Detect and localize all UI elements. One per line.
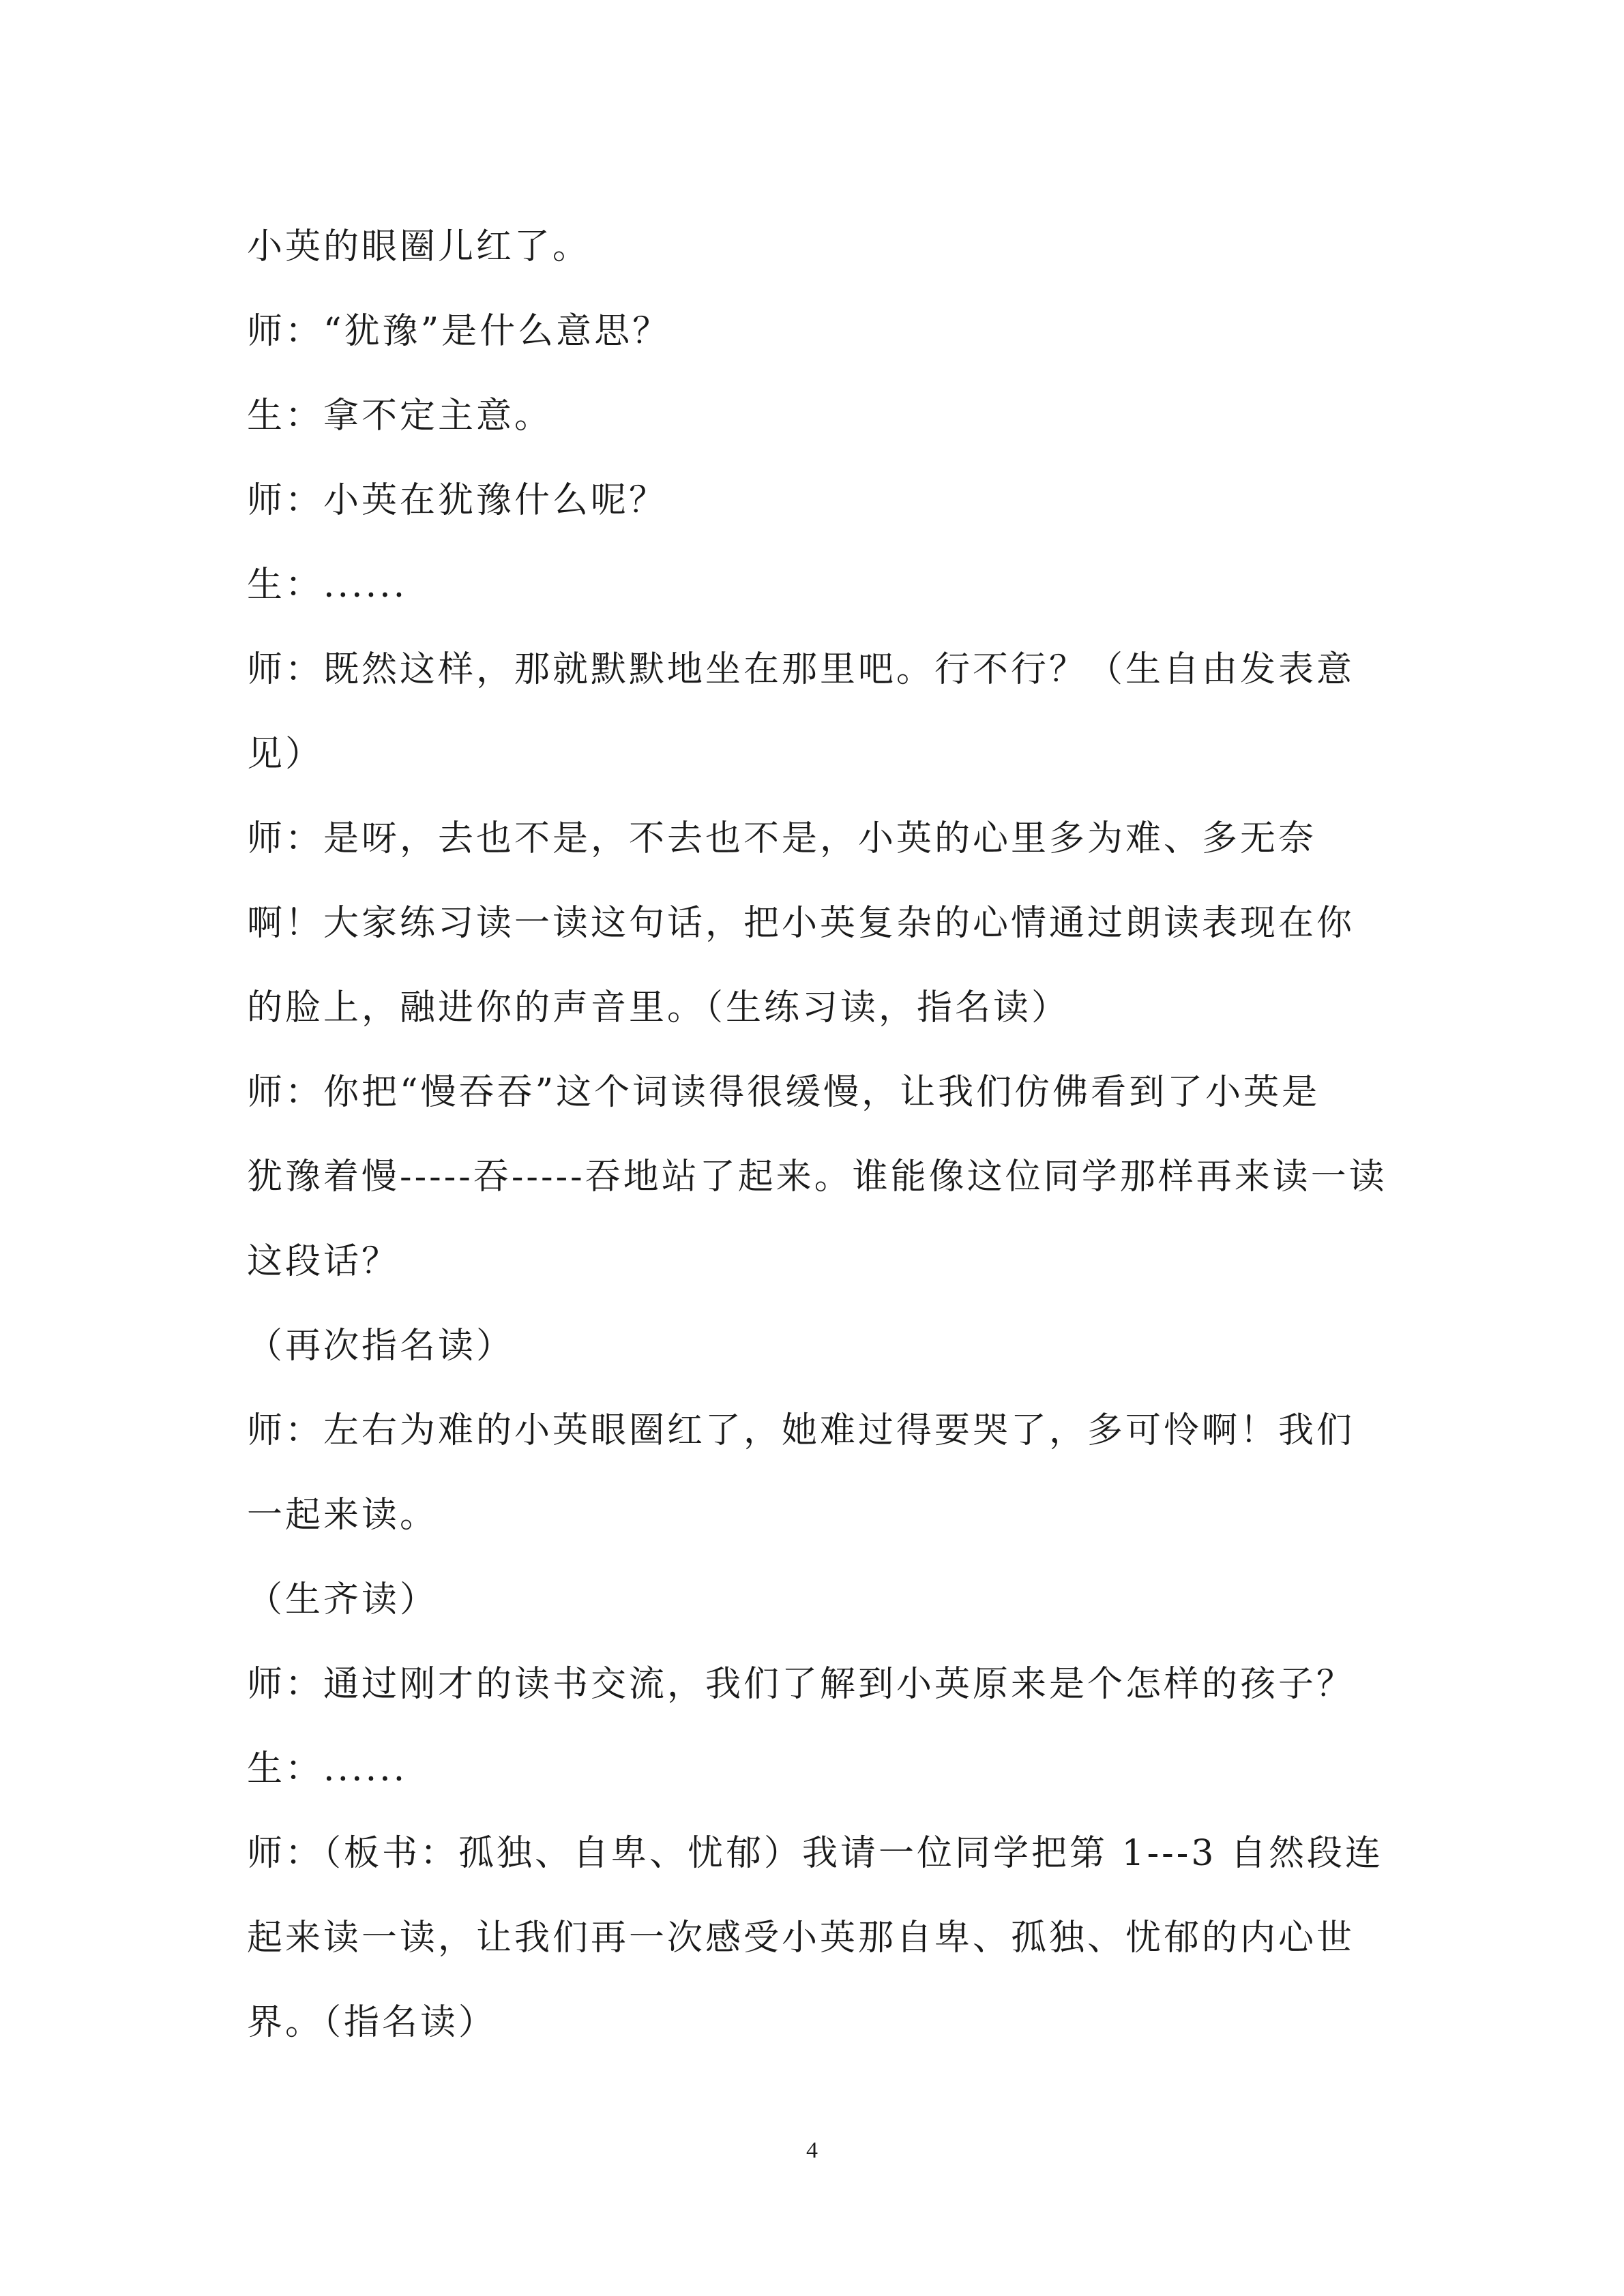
text-line: 师：你把“慢吞吞”这个词读得很缓慢，让我们仿佛看到了小英是 (247, 1072, 1320, 1113)
text-line: 犹豫着慢-----吞-----吞地站了起来。谁能像这位同学那样再来读一读 (247, 1157, 1387, 1197)
text-line: 小英的眼圈儿红了。 (247, 226, 591, 267)
text-line: 生：...... (247, 1748, 408, 1789)
text-line: 师：“犹豫”是什么意思？ (247, 311, 671, 352)
text-line: 啊！大家练习读一读这句话，把小英复杂的心情通过朗读表现在你 (247, 903, 1355, 944)
text-line: 师：通过刚才的读书交流，我们了解到小英原来是个怎样的孩子？ (247, 1664, 1355, 1705)
text-line: 生：...... (247, 565, 408, 606)
page-number: 4 (806, 2138, 818, 2163)
text-line: 师：左右为难的小英眼圈红了，她难过得要哭了，多可怜啊！我们 (247, 1410, 1355, 1451)
text-line: 师：既然这样，那就默默地坐在那里吧。行不行？（生自由发表意 (247, 649, 1355, 690)
text-line: （生齐读） (247, 1579, 439, 1620)
text-line: 师：（板书：孤独、自卑、忧郁）我请一位同学把第 1---3 自然段连 (247, 1833, 1383, 1874)
text-line: 起来读一读，让我们再一次感受小英那自卑、孤独、忧郁的内心世 (247, 1918, 1355, 1958)
text-line: （再次指名读） (247, 1326, 515, 1367)
text-line: 一起来读。 (247, 1495, 439, 1536)
text-line: 界。（指名读） (247, 2002, 497, 2043)
text-line: 生：拿不定主意。 (247, 396, 553, 436)
document-body (247, 205, 1420, 2065)
text-line: 师：小英在犹豫什么呢？ (247, 480, 668, 521)
text-line: 的脸上，融进你的声音里。（生练习读，指名读） (247, 987, 1070, 1028)
text-line: 这段话？ (247, 1241, 400, 1282)
text-line: 师：是呀，去也不是，不去也不是，小英的心里多为难、多无奈 (247, 818, 1317, 859)
text-line: 见） (247, 734, 324, 775)
